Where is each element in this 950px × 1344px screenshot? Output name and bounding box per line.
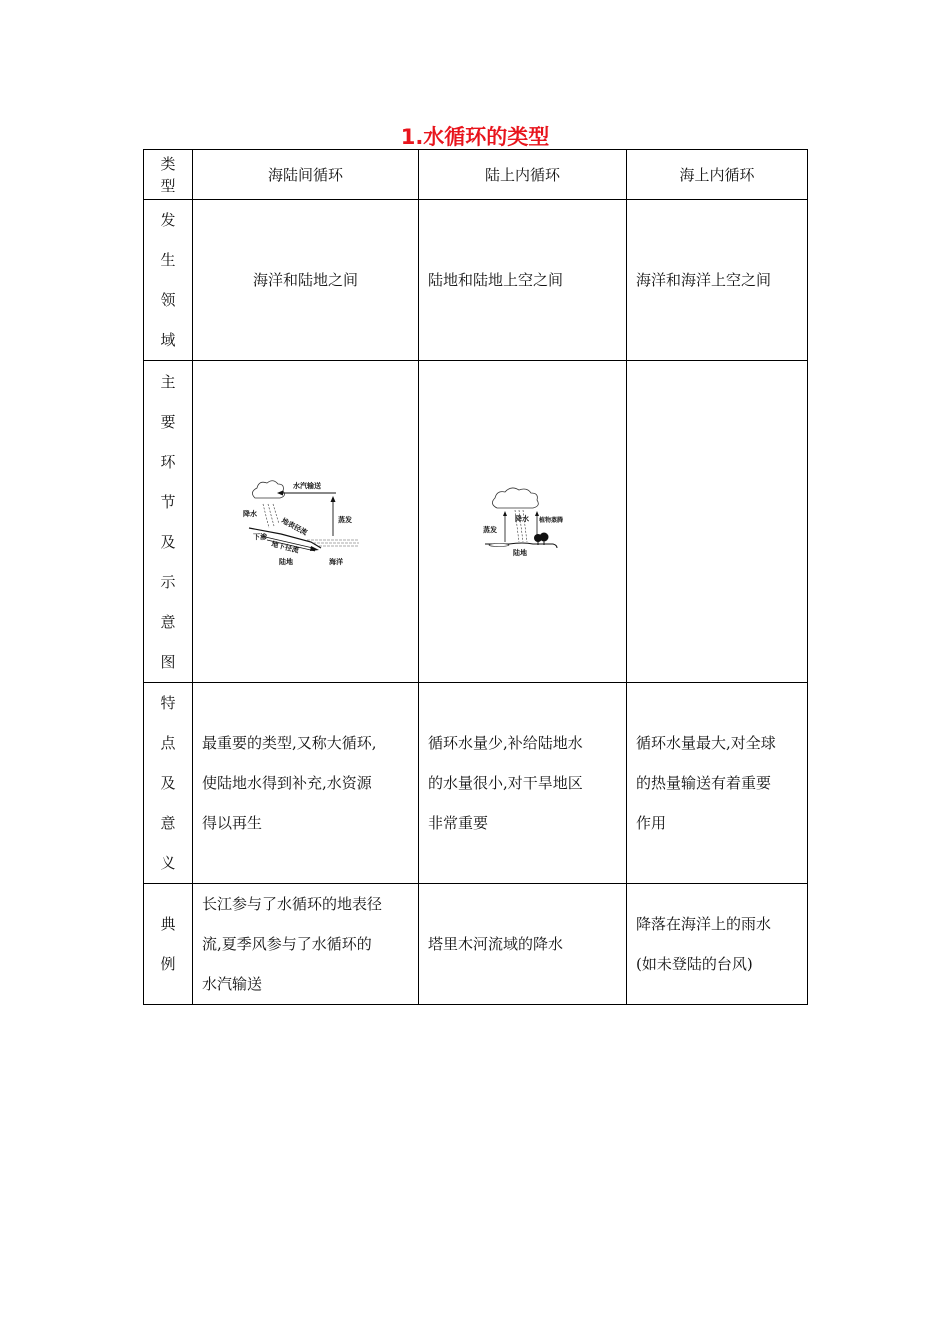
runoff-arrowhead <box>310 546 319 551</box>
table-cell: 塔里木河流域的降水 <box>419 884 627 1005</box>
evaporation-arrowhead <box>330 496 335 502</box>
table-cell: 海洋和陆地之间 <box>193 200 419 361</box>
table-cell: 最重要的类型,又称大循环, 使陆地水得到补充,水资源 得以再生 <box>193 683 419 884</box>
tree-icon <box>539 532 548 541</box>
table-cell: 长江参与了水循环的地表径 流,夏季风参与了水循环的 水汽输送 <box>193 884 419 1005</box>
rain-line <box>268 504 274 526</box>
label-rain: 降水 <box>242 509 257 518</box>
water-cycle-table <box>143 149 808 1005</box>
land-cycle-diagram <box>483 486 563 558</box>
rain-line <box>273 504 279 524</box>
transpiration-arrowhead <box>535 511 539 516</box>
header-cell-sea-land: 海陆间循环 <box>193 150 419 200</box>
cloud-icon <box>252 480 284 497</box>
header-cell-sea: 海上内循环 <box>627 150 808 200</box>
label-sea: 海洋 <box>328 557 343 566</box>
row-label-domain: 发 生 领 域 <box>144 200 193 361</box>
label-evaporation: 蒸发 <box>337 515 352 524</box>
row-label-type: 类 型 <box>144 150 193 200</box>
diagram-cell-sea-land <box>193 361 419 683</box>
label-evaporation: 蒸发 <box>482 525 497 534</box>
row-label-characteristics: 特 点 及 意 义 <box>144 683 193 884</box>
table-row-domain <box>144 200 808 361</box>
label-surface-runoff: 地表径流 <box>279 516 309 537</box>
lake <box>489 543 509 546</box>
evaporation-arrowhead <box>503 511 507 516</box>
label-land: 陆地 <box>278 557 293 566</box>
sea-land-cycle-diagram <box>241 476 371 568</box>
label-groundwater-runoff: 地下径流 <box>270 539 300 555</box>
page-title: 1.水循环的类型 <box>400 125 550 149</box>
table-row-characteristics <box>144 683 808 884</box>
table-cell: 陆地和陆地上空之间 <box>419 200 627 361</box>
row-label-diagram: 主 要 环 节 及 示 意 图 <box>144 361 193 683</box>
cloud-icon <box>492 487 538 507</box>
label-rain: 降水 <box>514 514 529 523</box>
table-row-examples <box>144 884 808 1005</box>
rain-line <box>263 504 269 528</box>
label-infiltration: 下渗 <box>252 532 267 541</box>
table-row-type <box>144 150 808 200</box>
label-land: 陆地 <box>512 548 527 557</box>
row-label-examples: 典 例 <box>144 884 193 1005</box>
label-vapor: 水汽输送 <box>292 481 321 490</box>
diagram-cell-sea-empty <box>627 361 808 683</box>
table-cell: 循环水量少,补给陆地水 的水量很小,对干旱地区 非常重要 <box>419 683 627 884</box>
table-cell: 循环水量最大,对全球 的热量输送有着重要 作用 <box>627 683 808 884</box>
header-cell-land: 陆上内循环 <box>419 150 627 200</box>
table-row-diagrams <box>144 361 808 683</box>
label-transpiration: 植物蒸腾 <box>538 516 563 524</box>
table-cell: 海洋和海洋上空之间 <box>627 200 808 361</box>
table-cell: 降落在海洋上的雨水 (如未登陆的台风) <box>627 884 808 1005</box>
diagram-cell-land <box>419 361 627 683</box>
